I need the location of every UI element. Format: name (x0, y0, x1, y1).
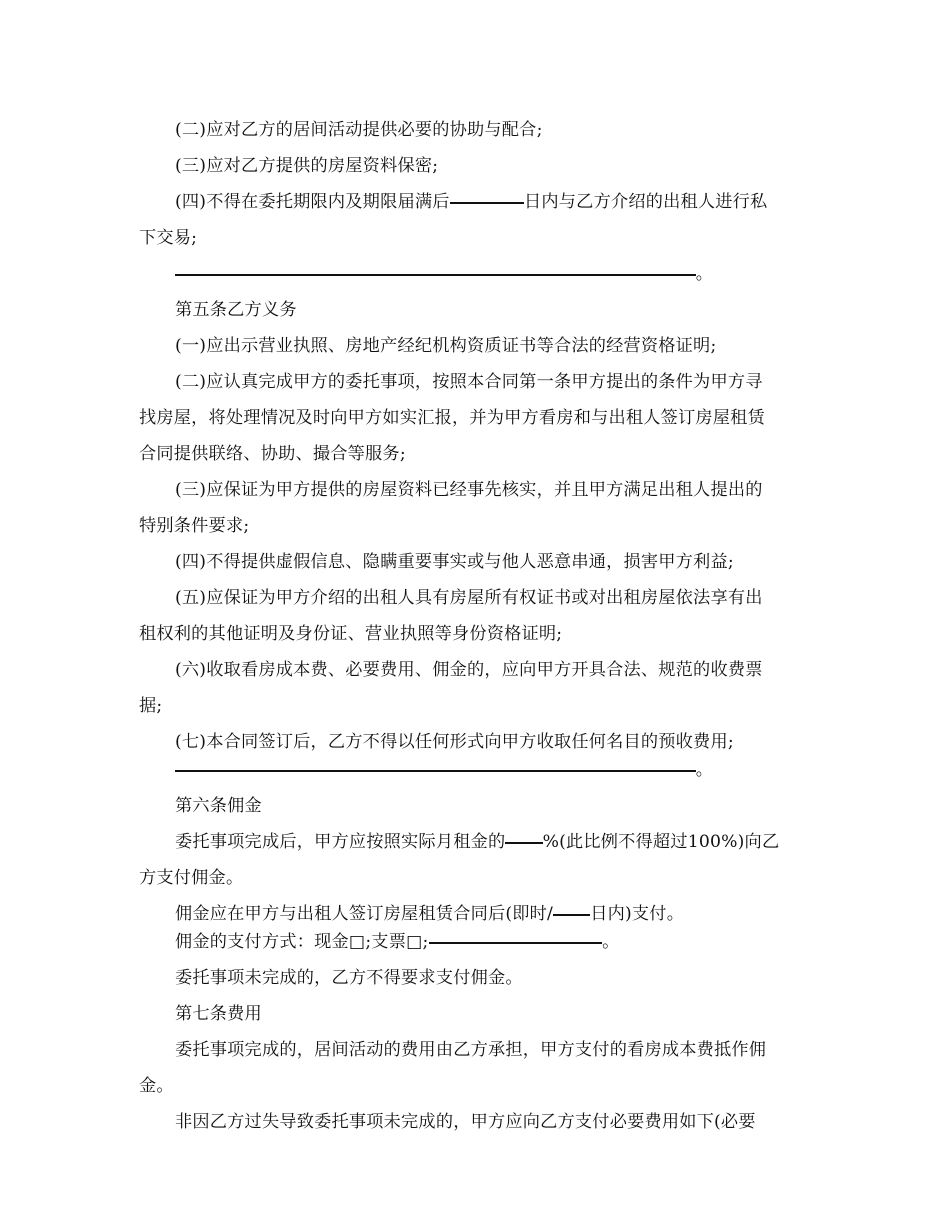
text-line (139, 476, 815, 504)
text-line (139, 728, 815, 756)
fill-in-blank (450, 202, 524, 204)
text-run: 合同提供联络、协助、撮合等服务; (139, 444, 406, 464)
text-run: %(此比例不得超过100%)向乙 (542, 832, 780, 852)
text-line (139, 1000, 815, 1028)
text-run: 日内与乙方介绍的出租人进行私 (524, 192, 768, 212)
text-line (139, 900, 815, 928)
fill-in-blank (175, 274, 696, 276)
text-line (139, 756, 815, 784)
text-line (139, 584, 815, 612)
text-line (139, 440, 815, 468)
text-line (139, 188, 815, 216)
text-line (139, 548, 815, 576)
fill-in-blank (175, 770, 696, 772)
text-line (139, 692, 815, 720)
text-run: 委托事项完成后，甲方应按照实际月租金的 (175, 832, 506, 852)
text-line (139, 656, 815, 684)
text-run: 第六条佣金 (175, 796, 262, 816)
text-run: (三)应对乙方提供的房屋资料保密; (175, 156, 439, 176)
text-run: 下交易; (139, 228, 198, 248)
text-run: 租权利的其他证明及身份证、营业执照等身份资格证明; (139, 624, 563, 644)
text-line (139, 152, 815, 180)
text-run: 日内)支付。 (590, 904, 685, 924)
document-page (139, 116, 815, 1136)
text-line (139, 260, 815, 288)
text-run: (四)不得提供虚假信息、隐瞒重要事实或与他人恶意串通，损害甲方利益; (175, 552, 734, 572)
text-run: 。 (695, 264, 714, 284)
text-line (139, 512, 815, 540)
text-run: (六)收取看房成本费、必要费用、佣金的，应向甲方开具合法、规范的收费票 (175, 660, 763, 680)
text-line (139, 964, 815, 992)
text-run: 金。 (139, 1076, 174, 1096)
text-line (139, 792, 815, 820)
text-run: (一)应出示营业执照、房地产经纪机构资质证书等合法的经营资格证明; (175, 336, 717, 356)
text-run: (三)应保证为甲方提供的房屋资料已经事先核实，并且甲方满足出租人提出的 (175, 480, 763, 500)
text-line (139, 828, 815, 856)
text-run: 方支付佣金。 (139, 868, 244, 888)
text-line (139, 1072, 815, 1100)
text-line (139, 296, 815, 324)
fill-in-blank (505, 842, 542, 844)
text-line (139, 116, 815, 144)
text-run: 佣金的支付方式：现金□;支票□; (175, 932, 429, 952)
text-run: 第五条乙方义务 (175, 300, 297, 320)
text-run: 佣金应在甲方与出租人签订房屋租赁合同后(即时/ (175, 904, 554, 924)
text-line (139, 404, 815, 432)
text-run: (四)不得在委托期限内及期限届满后 (175, 192, 450, 212)
text-run: 委托事项完成的，居间活动的费用由乙方承担，甲方支付的看房成本费抵作佣 (175, 1040, 767, 1060)
text-line (139, 1108, 815, 1136)
text-line (139, 864, 815, 892)
text-run: (五)应保证为甲方介绍的出租人具有房屋所有权证书或对出租房屋依法享有出 (175, 588, 763, 608)
text-run: 据; (139, 696, 163, 716)
fill-in-blank (429, 942, 603, 944)
text-line (139, 224, 815, 252)
text-run: (二)应认真完成甲方的委托事项，按照本合同第一条甲方提出的条件为甲方寻 (175, 372, 763, 392)
text-line (139, 1036, 815, 1064)
text-line (139, 620, 815, 648)
text-run: (二)应对乙方的居间活动提供必要的协助与配合; (175, 120, 543, 140)
text-run: 第七条费用 (175, 1004, 262, 1024)
text-run: 委托事项未完成的，乙方不得要求支付佣金。 (175, 968, 523, 988)
text-run: 找房屋，将处理情况及时向甲方如实汇报，并为甲方看房和与出租人签订房屋租赁 (139, 408, 765, 428)
text-run: 。 (602, 932, 620, 952)
fill-in-blank (553, 914, 590, 916)
text-run: 特别条件要求; (139, 516, 250, 536)
text-line (139, 332, 815, 360)
text-run: (七)本合同签订后，乙方不得以任何形式向甲方收取任何名目的预收费用; (175, 732, 734, 752)
text-line (139, 928, 815, 956)
text-run: 。 (695, 760, 714, 780)
text-line (139, 368, 815, 396)
text-run: 非因乙方过失导致委托事项未完成的，甲方应向乙方支付必要费用如下(必要 (175, 1112, 756, 1132)
